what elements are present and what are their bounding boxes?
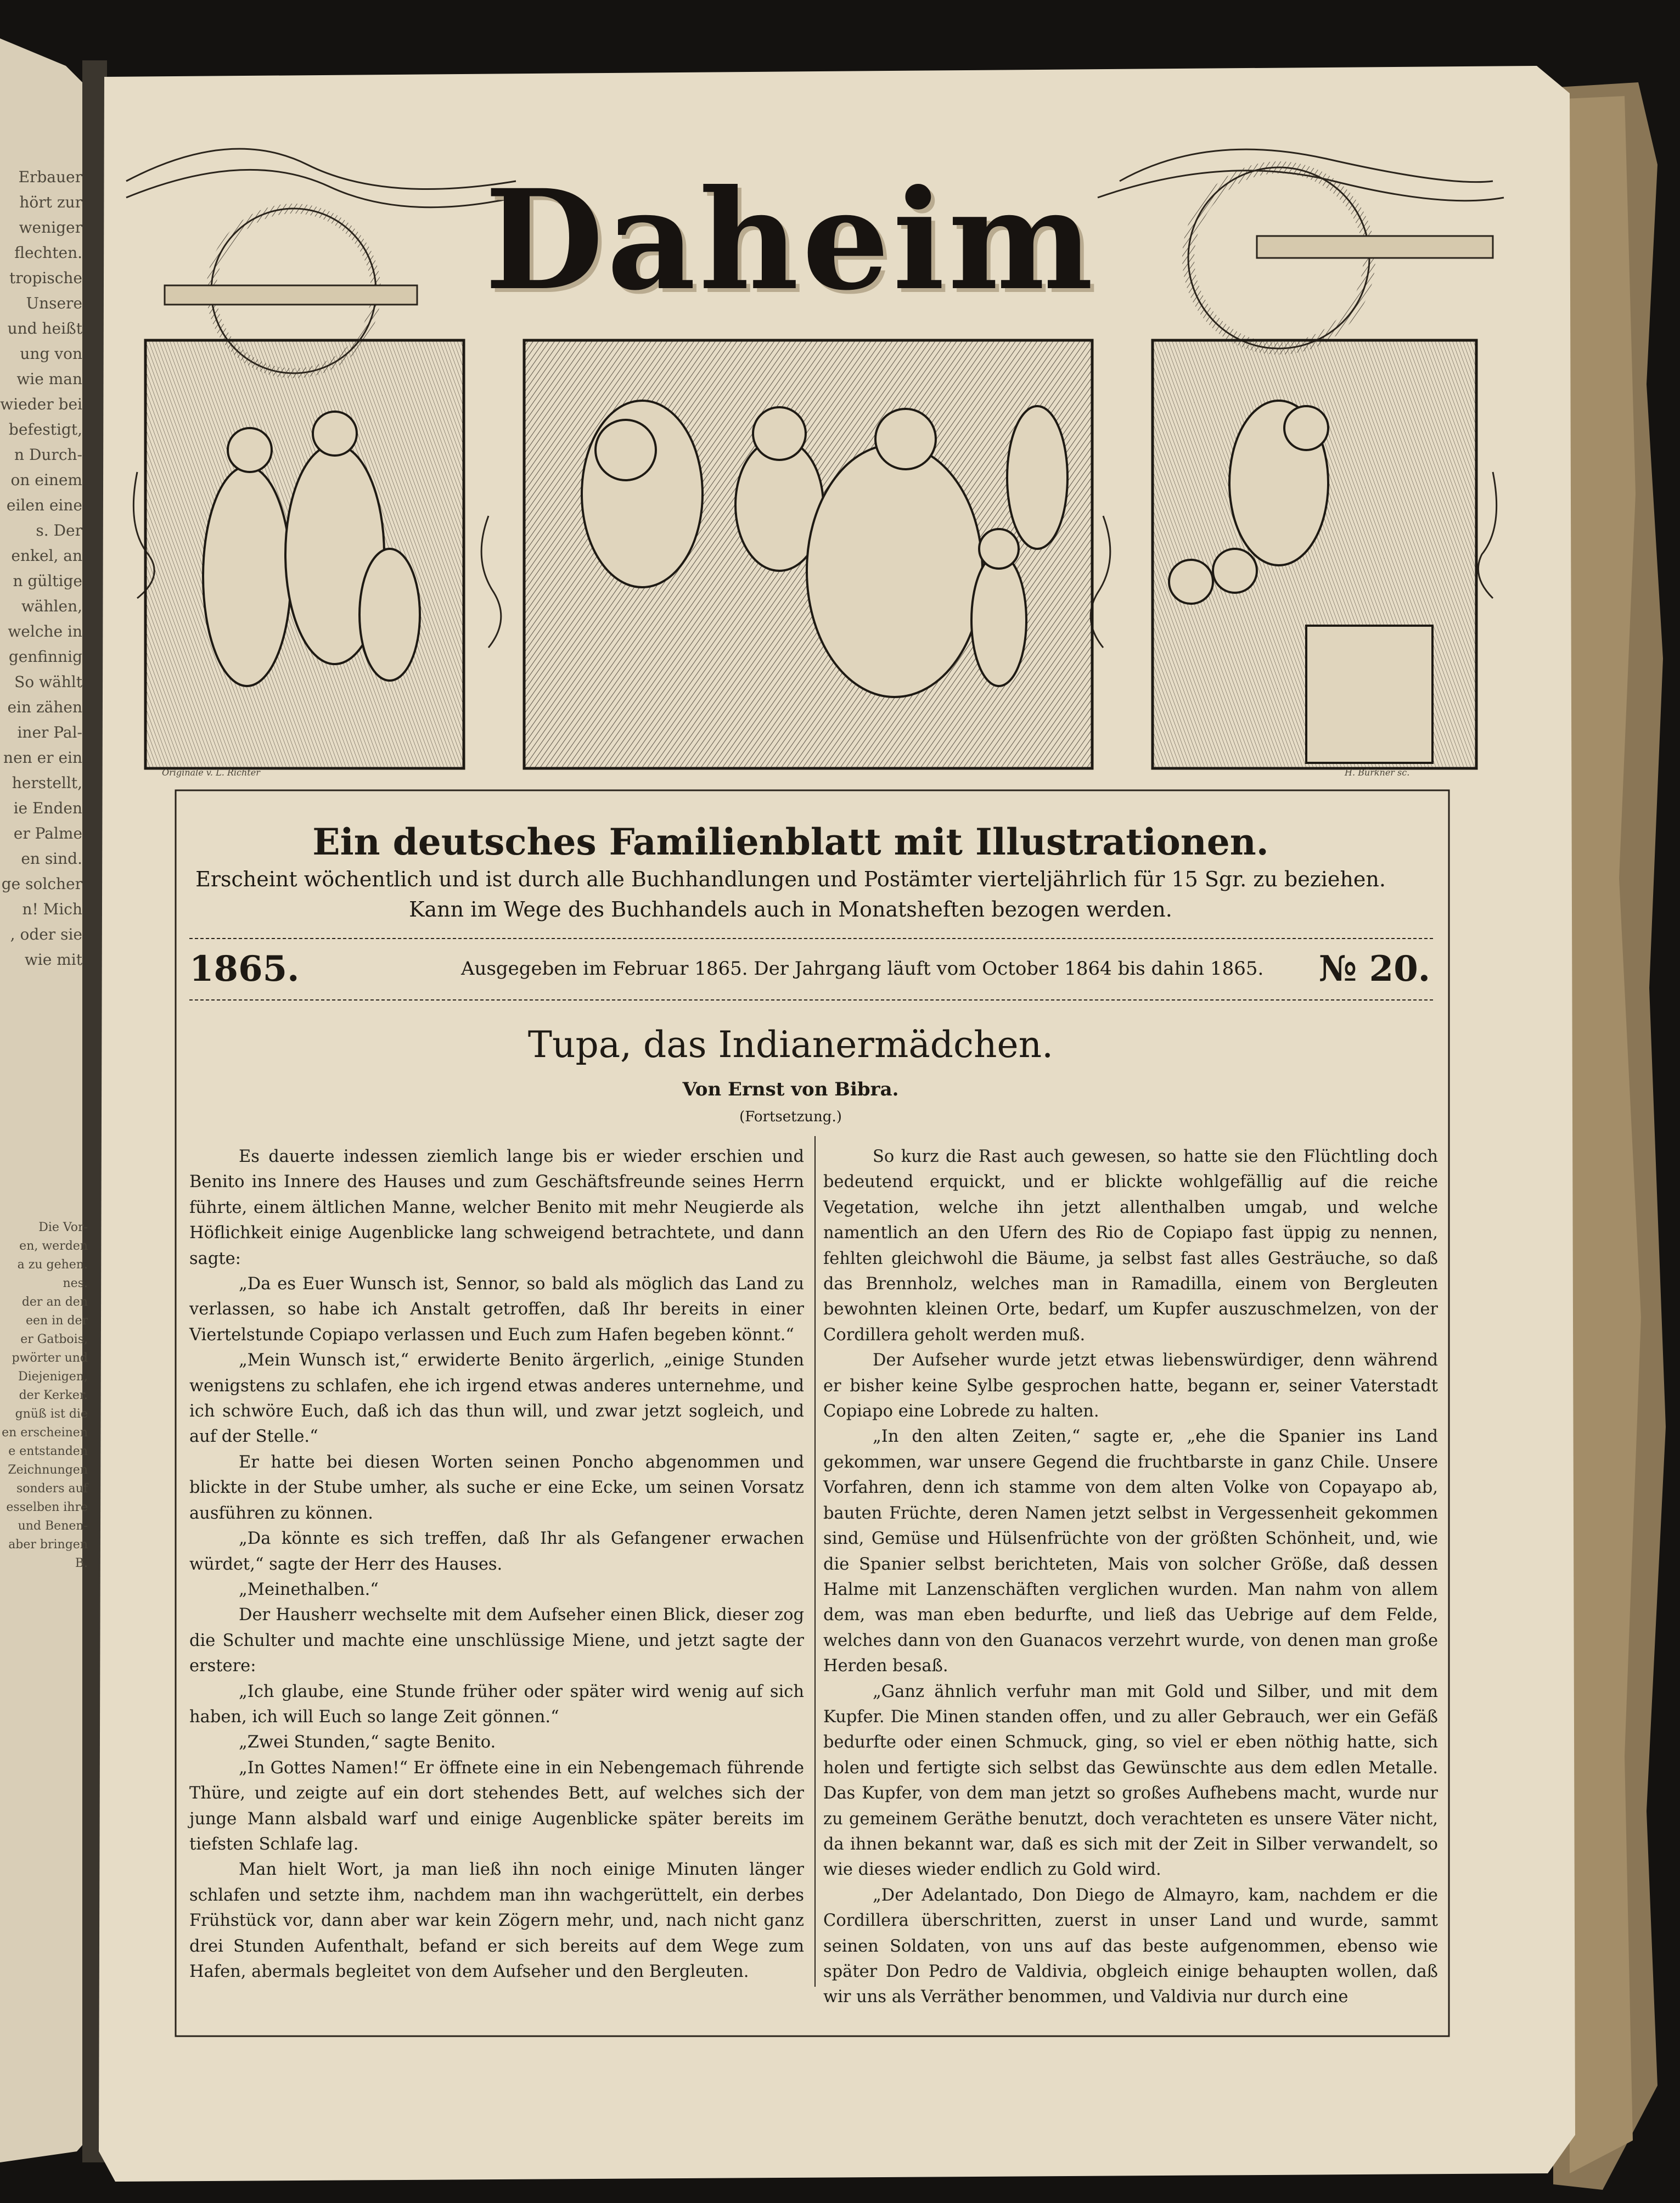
- fragment-line: n! Mich: [22, 900, 82, 918]
- paragraph: „Zwei Stunden,“ sagte Benito.: [239, 1733, 496, 1752]
- fragment-line: ein zähen: [7, 698, 82, 716]
- fragment-line: en, werden: [19, 1239, 88, 1253]
- fragment-line: B.: [75, 1556, 88, 1570]
- fragment-line: ge solcher: [1, 875, 82, 893]
- paragraph: „In den alten Zeiten,“ sagte er, „ehe die Spanier ins Land gekommen, war unsere Gegend die fruchtbarste in ganz Chile. Unsere Vorfahren, denn ich stamme von dem alten Volke von Copayapo ab, bauten Früchte, deren Namen jetzt selbst in Vergessenheit gekommen sind, Gemüse und Hülsenfrüchte von der größten Schönheit, und, wie die Spanier selbst berichteten, Mais von solcher Größe, daß dessen Halme mit Lanzenschäften verglichen wurden. Man nahm von allem dem, was man eben bedurfte, und ließ das Uebrige auf dem Felde, welches dann von den Guanacos verzehrt wurde, von denen man große Herden besaß.: [823, 1427, 1438, 1676]
- fragment-line: n Durch-: [14, 446, 82, 464]
- fragment-line: genfinnig: [8, 648, 82, 666]
- fragment-line: Unsere: [26, 294, 82, 312]
- fragment-line: en erscheinen: [2, 1426, 88, 1440]
- fragment-line: e entstanden: [8, 1445, 88, 1458]
- previous-page-lower-text: [0, 1218, 88, 1573]
- paragraph: „Ich glaube, eine Stunde früher oder später wird wenig auf sich haben, ich will Euch so lange Zeit gönnen.“: [189, 1682, 804, 1727]
- paragraph: Er hatte bei diesen Worten seinen Poncho abgenommen und blickte in der Stube umher, als suche er eine Ecke, um seinen Vorsatz ausführen zu können.: [189, 1452, 804, 1523]
- fragment-line: a zu gehen.: [17, 1258, 88, 1272]
- article-column-left: [189, 1144, 804, 1985]
- paragraph: „Da könnte es sich treffen, daß Ihr als Gefangener erwachen würdet,“ sagte der Herr des Hauses.: [189, 1529, 804, 1574]
- paragraph: „Mein Wunsch ist,“ erwiderte Benito ärgerlich, „einige Stunden wenigstens zu schlafen, ehe ich irgend etwas anderes unternehme, und ich schwöre Euch, daß ich das thun will, und zwar jetzt sogleich, und auf der Stelle.“: [189, 1351, 804, 1447]
- fragment-line: on einem: [10, 471, 82, 489]
- fragment-line: esselben ihre: [6, 1500, 88, 1514]
- fragment-line: ie Enden: [13, 799, 82, 817]
- paragraph: „Da es Euer Wunsch ist, Sennor, so bald als möglich das Land zu verlassen, so habe ich Anstalt getroffen, daß Ihr bereits in einer Viertelstunde Copiapo verlassen und Euch zum Hafen begeben könnt.“: [189, 1274, 804, 1345]
- fragment-line: tropische: [9, 269, 82, 287]
- fragment-line: iner Pal-: [17, 723, 82, 741]
- article-byline: Von Ernst von Bibra.: [682, 1078, 899, 1100]
- issue-dateline: Ausgegeben im Februar 1865. Der Jahrgang läuft vom October 1864 bis dahin 1865.: [461, 958, 1264, 980]
- fragment-line: der Kerker.: [19, 1389, 88, 1402]
- fragment-line: befestigt,: [8, 420, 82, 439]
- fragment-line: und heißt: [7, 319, 82, 338]
- fragment-line: s. Der: [36, 521, 82, 539]
- fragment-line: aber bringen: [8, 1538, 88, 1552]
- fragment-line: nen er ein: [3, 749, 82, 767]
- fragment-line: een in der: [25, 1314, 88, 1328]
- year: 1865.: [189, 948, 300, 990]
- fragment-line: er Gatbois,: [20, 1333, 88, 1346]
- paragraph: „In Gottes Namen!“ Er öffnete eine in ein Nebengemach führende Thüre, und zeigte auf ein dort stehendes Bett, auf welches sich der junge Mann alsbald warf und einige Augenblicke später bereits im tiefsten Schlafe lag.: [189, 1758, 804, 1854]
- fragment-line: wie mit: [24, 951, 82, 969]
- illustrator-right-credit: H. Bürkner sc.: [1345, 767, 1410, 778]
- fragment-line: Erbauer: [18, 168, 82, 186]
- fragment-line: nes.: [63, 1277, 88, 1290]
- paragraph: Der Hausherr wechselte mit dem Aufseher einen Blick, dieser zog die Schulter und machte eine unschlüssige Miene, und jetzt sagte der erstere:: [189, 1605, 804, 1676]
- previous-page-upper-text: [0, 165, 82, 973]
- paragraph: Es dauerte indessen ziemlich lange bis er wieder erschien und Benito ins Innere des Hauses und zum Geschäftsfreunde seines Herrn führte, einem ältlichen Manne, welcher Benito mit mehr Neugierde als Höflichkeit einige Augenblicke lang schweigend betrachtete, und dann sagte:: [189, 1147, 804, 1268]
- subtitle: Ein deutsches Familienblatt mit Illustrationen.: [312, 820, 1269, 863]
- masthead-title: Daheim: [484, 159, 1097, 321]
- paragraph: So kurz die Rast auch gewesen, so hatte sie den Flüchtling doch bedeutend erquickt, und er blickte wohlgefällig auf die reiche Vegetation, welche ihn jetzt allenthalben umgab, und welche namentlich an den Ufern des Rio de Copiapo fast üppig zu nennen, fehlten gleichwohl die Bäume, ja selbst fast alles Gesträuche, so daß das Brennholz, welches man in Ramadilla, einem von Bergleuten bewohnten kleinen Orte, bedarf, um Kupfer auszuschmelzen, von der Cordillera geholt werden muß.: [823, 1147, 1438, 1345]
- continuation-note: (Fortsetzung.): [739, 1109, 842, 1125]
- paragraph: Der Aufseher wurde jetzt etwas liebenswürdiger, denn während er bisher keine Sylbe gesprochen hatte, begann er, seiner Vaterstadt Copiapo eine Lobrede zu halten.: [823, 1351, 1438, 1421]
- fragment-line: Die Vor-: [38, 1221, 88, 1234]
- fragment-line: So wählt: [14, 673, 82, 691]
- fragment-line: flechten.: [14, 244, 82, 262]
- fragment-line: welche in: [8, 622, 82, 640]
- fragment-line: und Benen-: [18, 1519, 88, 1533]
- fragment-line: eilen eine: [6, 496, 82, 514]
- paragraph: „Ganz ähnlich verfuhr man mit Gold und Silber, und mit dem Kupfer. Die Minen standen offen, und zu aller Gebrauch, wer ein Gefäß bedurfte oder einen Schmuck, ging, so viel er eben nöthig hatte, sich holen und fertigte sich selbst das Gewünschte aus dem edlen Metalle. Das Kupfer, von dem man jetzt so großes Aufhebens macht, wurde nur zu gemeinem Geräthe benutzt, doch verachteten es unsere Väter nicht, da ihnen bekannt war, daß es sich mit der Zeit in Silber verwandelt, so wie dieses wieder endlich zu Gold wird.: [823, 1682, 1438, 1880]
- fragment-line: wählen,: [21, 597, 82, 615]
- fragment-line: der an den: [21, 1295, 88, 1309]
- fragment-line: ung von: [20, 345, 82, 363]
- publication-note-2: Kann im Wege des Buchhandels auch in Monatsheften bezogen werden.: [409, 897, 1172, 921]
- fragment-line: pwörter und: [12, 1351, 88, 1365]
- illustrator-left-credit: Originale v. L. Richter: [162, 767, 260, 778]
- fragment-line: Zeichnungen: [8, 1463, 88, 1477]
- fragment-line: hört zur: [19, 193, 82, 211]
- publication-note: Erscheint wöchentlich und ist durch alle Buchhandlungen und Postämter vierteljährlich für 15 Sgr. zu beziehen.: [195, 867, 1386, 891]
- fragment-line: wieder bei: [0, 395, 82, 413]
- fragment-line: n gültige: [13, 572, 82, 590]
- fragment-line: sonders auf: [16, 1482, 88, 1496]
- fragment-line: gnüß ist die: [15, 1407, 88, 1421]
- issue-number: № 20.: [1318, 948, 1430, 990]
- fragment-line: en sind.: [21, 850, 82, 868]
- fragment-line: herstellt,: [12, 774, 82, 792]
- fragment-line: , oder sie: [10, 925, 82, 943]
- paragraph: Man hielt Wort, ja man ließ ihn noch einige Minuten länger schlafen und setzte ihm, nachdem man ihn wachgerüttelt, ein derbes Frühstück vor, dann aber war kein Zögern mehr, und, nach nicht ganz drei Stunden Aufenthalt, befand er sich bereits auf dem Wege zum Hafen, abermals begleitet von dem Aufseher und den Bergleuten.: [189, 1860, 804, 1981]
- masthead-illustration: [145, 340, 1476, 768]
- fragment-line: wie man: [16, 370, 82, 388]
- fragment-line: enkel, an: [11, 547, 82, 565]
- paragraph: „Meinethalben.“: [239, 1580, 379, 1599]
- paragraph: „Der Adelantado, Don Diego de Almayro, kam, nachdem er die Cordillera überschritten, zuerst in unser Land und wurde, sammt seinen Soldaten, von uns auf das beste aufgenommen, ebenso wie später Don Pedro de Valdivia, obgleich einige behaupten wollen, daß wir uns als Verräther benommen, und Valdivia nur durch eine: [823, 1885, 1438, 2007]
- fragment-line: er Palme: [13, 824, 82, 842]
- article-title: Tupa, das Indianermädchen.: [527, 1024, 1054, 1066]
- article-column-right: [823, 1144, 1438, 2010]
- fragment-line: Diejenigen,: [18, 1370, 88, 1384]
- fragment-line: weniger: [19, 218, 82, 237]
